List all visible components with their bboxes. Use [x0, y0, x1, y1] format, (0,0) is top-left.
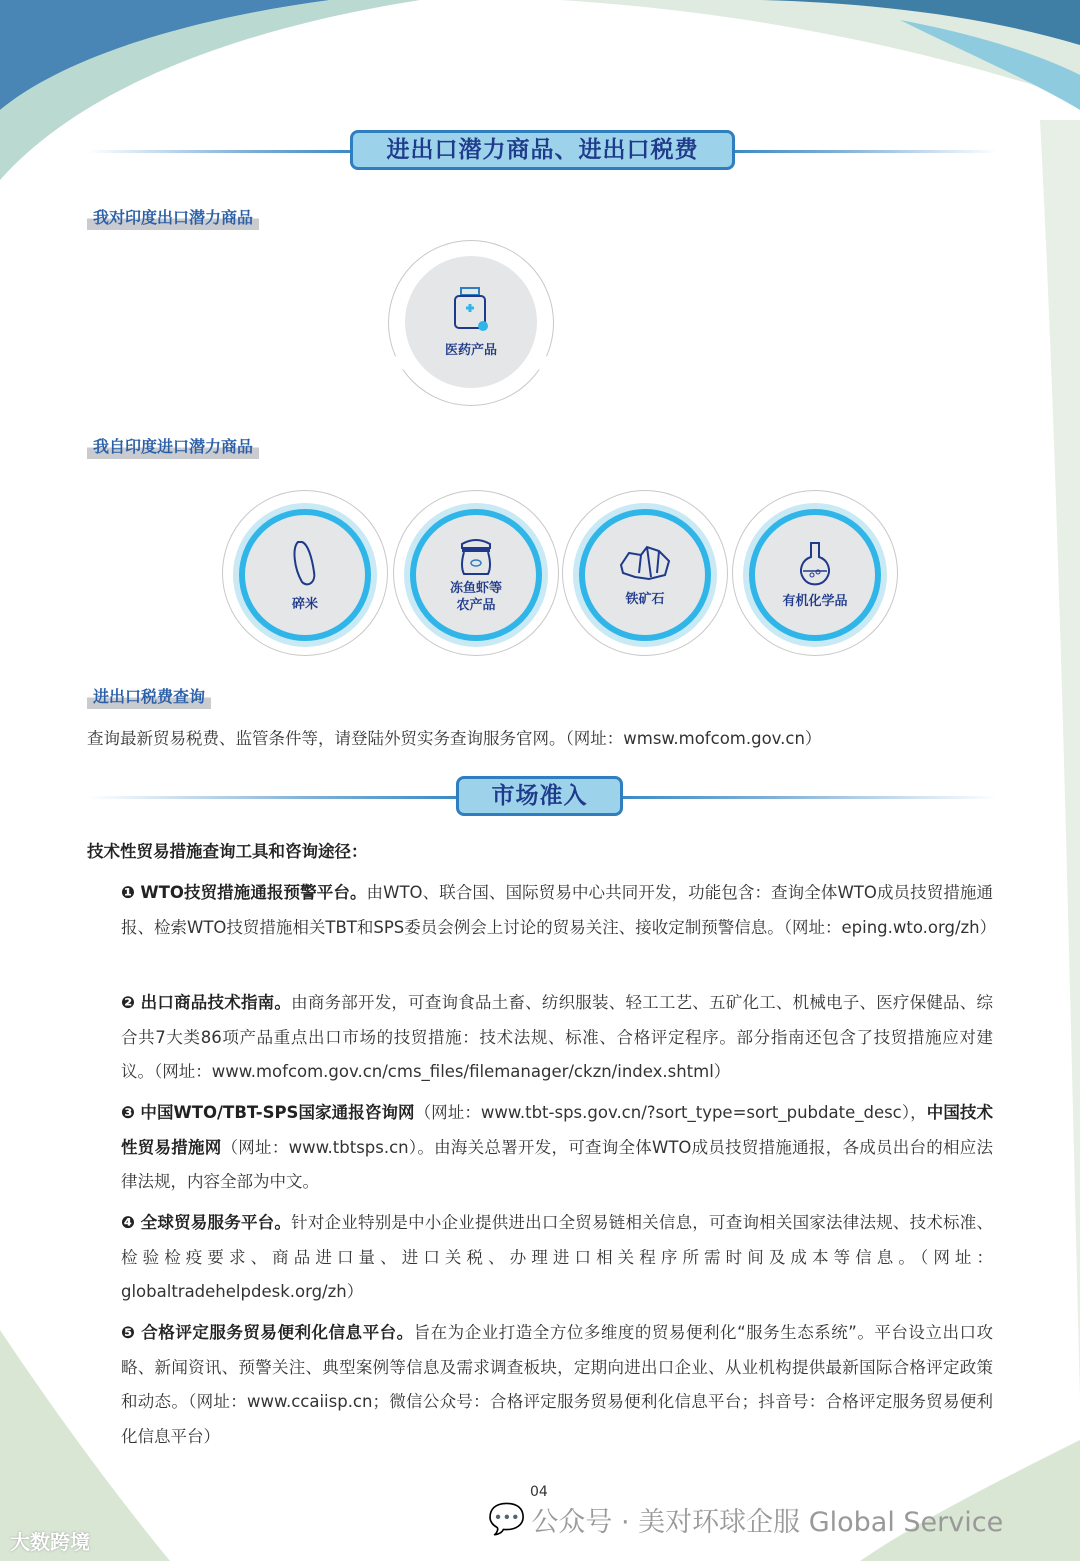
watermark [488, 1500, 1003, 1539]
list-item-1 [87, 876, 997, 945]
export-heading: 我对印度出口潜力商品 [87, 205, 259, 230]
divider [88, 150, 352, 153]
import-item-rice [239, 509, 371, 641]
number-badge: ❸ [121, 1103, 136, 1122]
section-title-market-access: 市场准入 [456, 776, 623, 816]
item-label: 碎米 [291, 596, 318, 612]
item-title: 中国WTO/TBT-SPS国家通报咨询网 [140, 1103, 415, 1122]
item-label: 农产品 [456, 598, 496, 613]
wechat-icon: 💬 [488, 1502, 526, 1537]
flask-icon [797, 541, 833, 587]
import-item-seafood [410, 509, 542, 641]
item-text: （网址：www.tbt-sps.gov.cn/?sort_type=sort_pubdate_desc）， [414, 1103, 927, 1122]
divider [621, 796, 998, 799]
item-text: 针对企业特别是中小企业提供进出口全贸易链相关信息，可查询相关国家法律法规、技术标准、检验检疫要求、商品进口量、进口关税、办理进口相关程序所需时间及成本等信息。（网址：globaltradehelpdesk.org/zh） [121, 1213, 993, 1301]
list-item-4 [87, 1206, 993, 1310]
intro-text: 技术性贸易措施查询工具和咨询途径： [87, 842, 368, 861]
list-item-5 [87, 1316, 993, 1454]
ore-rocks-icon [617, 543, 673, 583]
watermark-text: 公众号 · 美对环球企服 Global Service [531, 1507, 1004, 1538]
section-title-tariffs: 进出口潜力商品、进出口税费 [350, 130, 735, 170]
item-label: 铁矿石 [625, 591, 665, 607]
tax-heading: 进出口税费查询 [87, 684, 211, 709]
number-badge: ❷ [121, 993, 136, 1012]
number-badge: ❹ [121, 1213, 136, 1232]
logo-watermark: 大数跨境 [10, 1530, 90, 1554]
import-heading: 我自印度进口潜力商品 [87, 434, 259, 459]
import-item-iron-ore [579, 509, 711, 641]
item-text: 由WTO、联合国、国际贸易中心共同开发，功能包含：查询全体WTO成员技贸措施通报、检索WTO技贸措施相关TBT和SPS委员会例会上讨论的贸易关注、接收定制预警信息。（网址：eping.wto.org/zh） [121, 883, 997, 937]
number-badge: ❶ [121, 883, 136, 902]
rice-grain-icon [290, 538, 320, 588]
item-label: 冻鱼虾等 [449, 581, 502, 596]
item-text: （网址：www.tbtsps.cn）。由海关总署开发，可查询全体WTO成员技贸措施通报，各成员出台的相应法律法规，内容全部为中文。 [121, 1137, 994, 1191]
item-title: 全球贸易服务平台。 [140, 1213, 292, 1232]
item-label: 有机化学品 [782, 593, 848, 609]
tax-text: 查询最新贸易税费、监管条件等，请登陆外贸实务查询服务官网。（网址：wmsw.mofcom.gov.cn） [87, 729, 822, 748]
item-title: WTO技贸措施通报预警平台。 [140, 883, 367, 902]
list-item-2 [87, 986, 993, 1090]
divider [88, 796, 458, 799]
page-number: 04 [530, 1484, 548, 1500]
item-text: 旨在为企业打造全方位多维度的贸易便利化“服务生态系统”。平台设立出口攻略、新闻资讯、预警关注、典型案例等信息及需求调查板块，定期向进出口企业、从业机构提供最新国际合格评定政策和动态。（网址：www.ccaiisp.cn；微信公众号：合格评定服务贸易便利化信息平台；抖音号：合格评定服务贸易便利化信息平台） [121, 1323, 993, 1446]
import-item-chemicals [749, 509, 881, 641]
export-item-medicine [405, 256, 537, 388]
item-label: 医药产品 [444, 342, 497, 358]
divider [733, 150, 998, 153]
sack-fish-icon [456, 536, 496, 576]
list-item-3 [87, 1096, 993, 1200]
item-title: 中国技术性贸易措施网 [121, 1103, 993, 1157]
item-text: 由商务部开发，可查询食品土畜、纺织服装、轻工工艺、五矿化工、机械电子、医疗保健品、综合共7大类86项产品重点出口市场的技贸措施：技术法规、标准、合格评定程序。部分指南还包含了技贸措施应对建议。（网址：www.mofcom.gov.cn/cms_files/filemanager/ckzn/index.shtml） [121, 993, 993, 1081]
item-title: 合格评定服务贸易便利化信息平台。 [141, 1323, 414, 1342]
number-badge: ❺ [121, 1323, 136, 1342]
medicine-bottle-icon [451, 286, 491, 336]
item-title: 出口商品技术指南。 [140, 993, 292, 1012]
